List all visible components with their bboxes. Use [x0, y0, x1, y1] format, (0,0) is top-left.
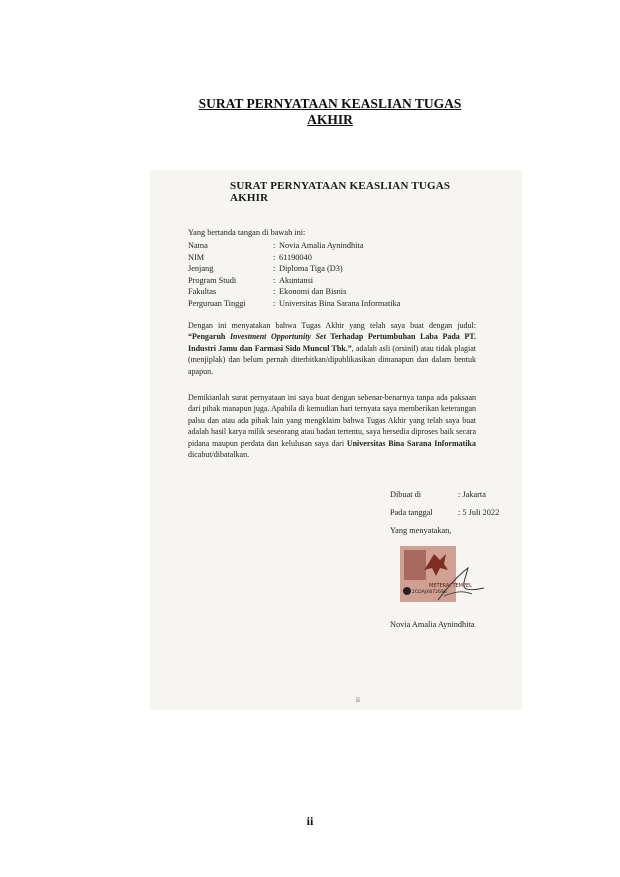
declaration-text-end: dicabut/dibatalkan.	[188, 450, 250, 460]
field-row	[188, 286, 400, 298]
place-value: : Jakarta	[458, 490, 486, 499]
signature-block	[390, 490, 499, 535]
page-heading-line2: AKHIR	[307, 112, 353, 127]
thesis-title-italic: Investment Opportunity Set	[229, 332, 326, 342]
stamp-code: 2CDAJX872696	[412, 590, 447, 595]
date-value: : 5 Juli 2022	[458, 508, 500, 517]
field-row	[188, 275, 400, 287]
field-label: Fakultas	[188, 287, 217, 297]
field-separator: :	[273, 264, 276, 274]
identity-fields	[188, 240, 400, 310]
field-row	[188, 252, 400, 264]
meterai-stamp	[398, 544, 488, 606]
signature-place-row	[390, 490, 499, 499]
thesis-title-prefix: “Pengaruh	[188, 332, 230, 342]
field-separator: :	[273, 275, 276, 285]
field-value: Universitas Bina Sarana Informatika	[279, 298, 401, 308]
university-name: Universitas Bina Sarana Informatika	[346, 438, 477, 448]
declaration-text: Demikianlah surat pernyataan ini saya buat dengan sebenar-benarnya tanpa ada paksaan dari pihak manapun juga. Apabila di kemudian hari ternyata saya memberikan keterangan palsu dan atau ada pihak lain yang mengklaim bahwa Tugas Akhir yang telah saya buat adalah hasil karya milik seseorang atau badan tertentu, saya bersedia diproses baik secara pidana maupun perdata dan kelulusan saya dari	[188, 393, 476, 448]
field-row	[188, 240, 400, 252]
signer-name: Novia Amalia Aynindhita	[390, 620, 475, 629]
date-label: Pada tanggal	[390, 508, 433, 517]
statement-text-end: , adalah asli (orsinil) atau tidak plagiat (menjiplak) dan belum pernah diterbitkan/dipublikasikan dimanapun dan dalam bentuk apapun.	[188, 343, 476, 376]
field-label: Program Studi	[188, 275, 237, 285]
stamp-pattern	[404, 550, 426, 580]
field-separator: :	[273, 252, 276, 262]
stamp-hologram	[403, 587, 411, 595]
field-value: Novia Amalia Aynindhita	[279, 241, 364, 250]
field-value: 61190040	[279, 252, 312, 262]
page-heading	[150, 96, 510, 128]
field-label: Perguruan Tinggi	[188, 298, 246, 308]
closing-text: Yang menyatakan,	[390, 526, 452, 535]
field-value: Ekonomi dan Bisnis	[279, 287, 347, 297]
scan-page-number: ii	[356, 696, 360, 704]
field-separator: :	[273, 298, 276, 308]
field-row	[188, 263, 400, 275]
declaration-paragraph	[188, 392, 476, 460]
field-row	[188, 298, 400, 310]
field-label: Nama	[188, 241, 208, 250]
statement-paragraph	[188, 320, 476, 377]
field-value: Diploma Tiga (D3)	[279, 264, 343, 274]
stamp-label: METERAI TEMPEL	[429, 583, 472, 589]
field-separator: :	[273, 241, 276, 250]
thesis-title-rest: Terhadap Pertumbuhan Laba Pada PT. Industri Jamu dan Farmasi Sido Muncul Tbk.”	[188, 332, 476, 353]
intro-text: Yang bertanda tangan di bawah ini:	[188, 228, 306, 237]
field-value: Akuntansi	[279, 275, 314, 285]
field-label: NIM	[188, 252, 205, 262]
place-label: Dibuat di	[390, 490, 422, 499]
scan-title: SURAT PERNYATAAN KEASLIAN TUGAS AKHIR	[230, 180, 451, 204]
signature-date-row	[390, 508, 499, 517]
field-label: Jenjang	[188, 264, 214, 274]
field-separator: :	[273, 287, 276, 297]
page-heading-line1: SURAT PERNYATAAN KEASLIAN TUGAS	[198, 96, 462, 111]
page-number: ii	[306, 814, 314, 828]
statement-text: Dengan ini menyatakan bahwa Tugas Akhir yang telah saya buat dengan judul:	[188, 321, 476, 330]
